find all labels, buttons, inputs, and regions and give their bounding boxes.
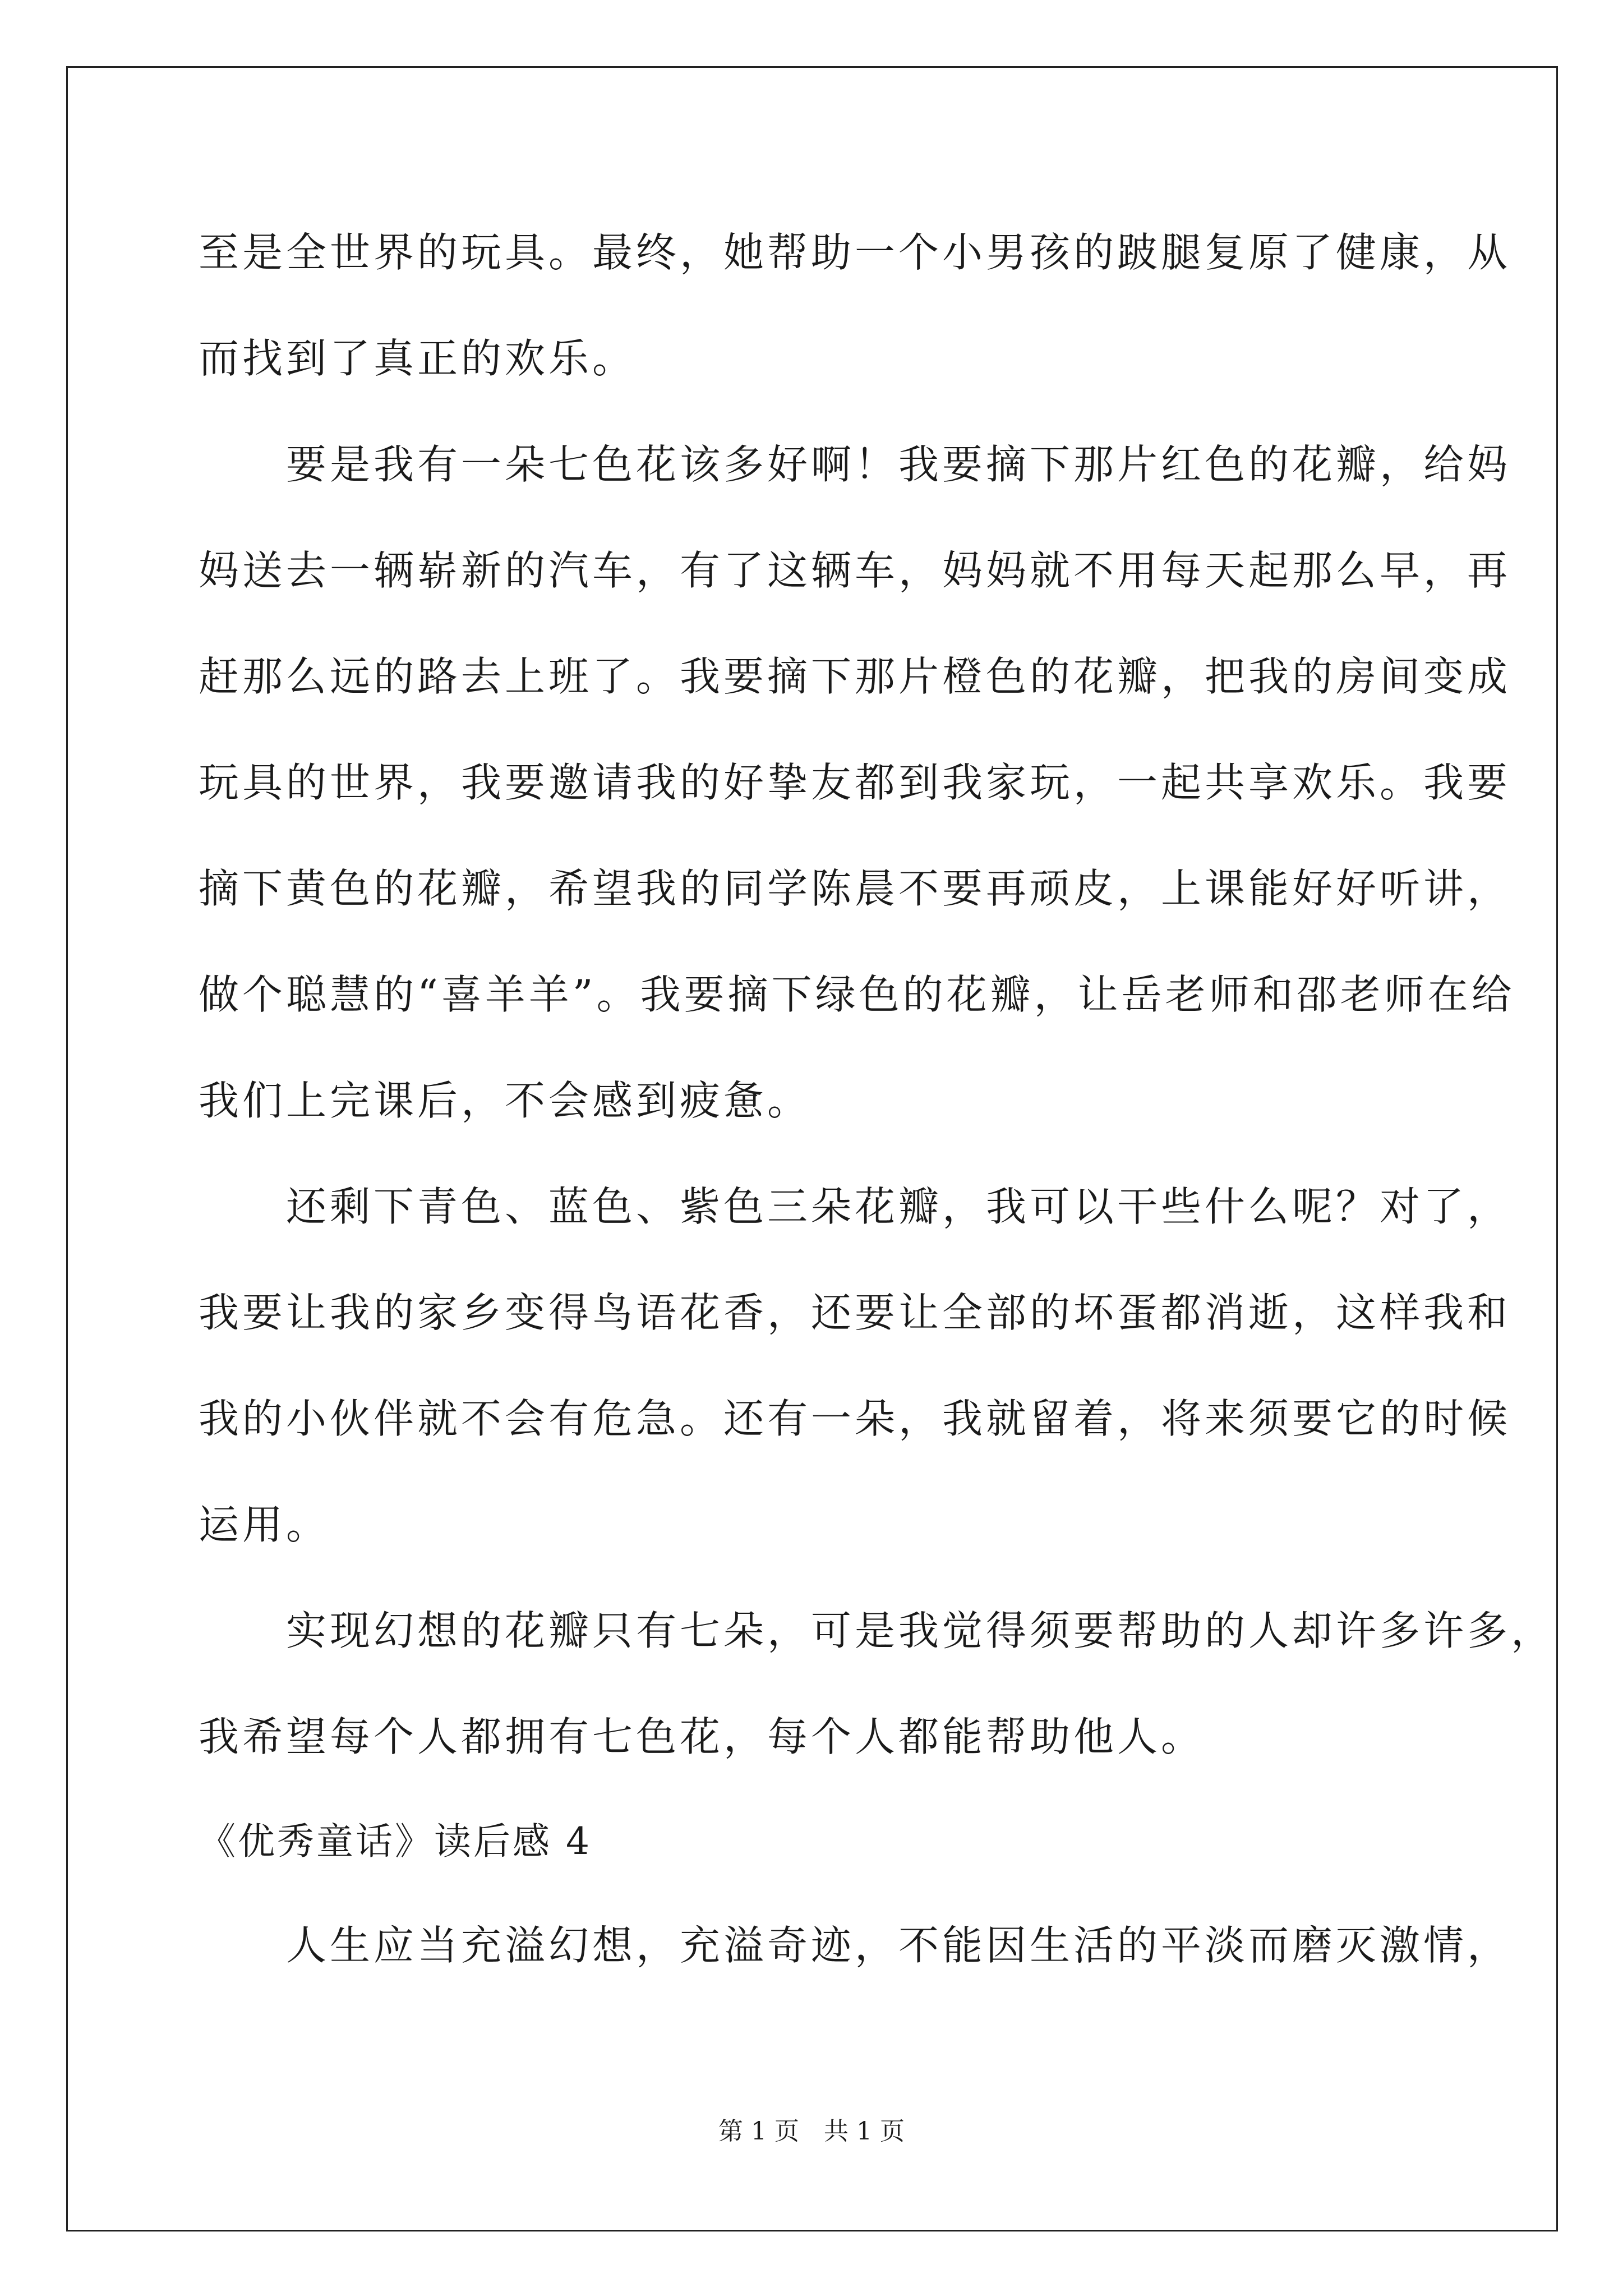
- body-line-last: 人生应当充溢幻想，充溢奇迹，不能因生活的平淡而磨灭激情，: [199, 1922, 1511, 1969]
- body-line-11: 我要让我的家乡变得鸟语花香，还要让全部的坏蛋都消逝，这样我和: [199, 1289, 1511, 1336]
- body-line-8: 做个聪慧的“喜羊羊”。我要摘下绿色的花瓣，让岳老师和邵老师在给: [199, 971, 1515, 1018]
- body-line-2: 而找到了真正的欢乐。: [199, 335, 637, 382]
- body-line-5: 赶那么远的路去上班了。我要摘下那片橙色的花瓣，把我的房间变成: [199, 653, 1511, 700]
- body-line-12: 我的小伙伴就不会有危急。还有一朵，我就留着，将来须要它的时候: [199, 1395, 1511, 1442]
- body-line-4: 妈送去一辆崭新的汽车，有了这辆车，妈妈就不用每天起那么早，再: [199, 547, 1511, 594]
- body-line-1: 至是全世界的玩具。最终，她帮助一个小男孩的跛腿复原了健康，从: [199, 229, 1511, 276]
- body-line-13: 运用。: [199, 1501, 330, 1548]
- body-line-7: 摘下黄色的花瓣，希望我的同学陈晨不要再顽皮，上课能好好听讲，: [199, 865, 1511, 912]
- body-line-6: 玩具的世界，我要邀请我的好挚友都到我家玩，一起共享欢乐。我要: [199, 759, 1511, 806]
- page-border: [66, 66, 1558, 2231]
- body-line-3: 要是我有一朵七色花该多好啊！我要摘下那片红色的花瓣，给妈: [199, 441, 1511, 488]
- body-line-9: 我们上完课后，不会感到疲惫。: [199, 1077, 811, 1124]
- body-line-15: 我希望每个人都拥有七色花，每个人都能帮助他人。: [199, 1713, 1205, 1760]
- page-footer: 第 1 页 共 1 页: [718, 2117, 905, 2146]
- body-line-14: 实现幻想的花瓣只有七朵，可是我觉得须要帮助的人却许多许多，: [199, 1607, 1555, 1654]
- body-line-10: 还剩下青色、蓝色、紫色三朵花瓣，我可以干些什么呢？对了，: [199, 1183, 1511, 1230]
- section-heading: 《优秀童话》读后感 4: [199, 1820, 592, 1863]
